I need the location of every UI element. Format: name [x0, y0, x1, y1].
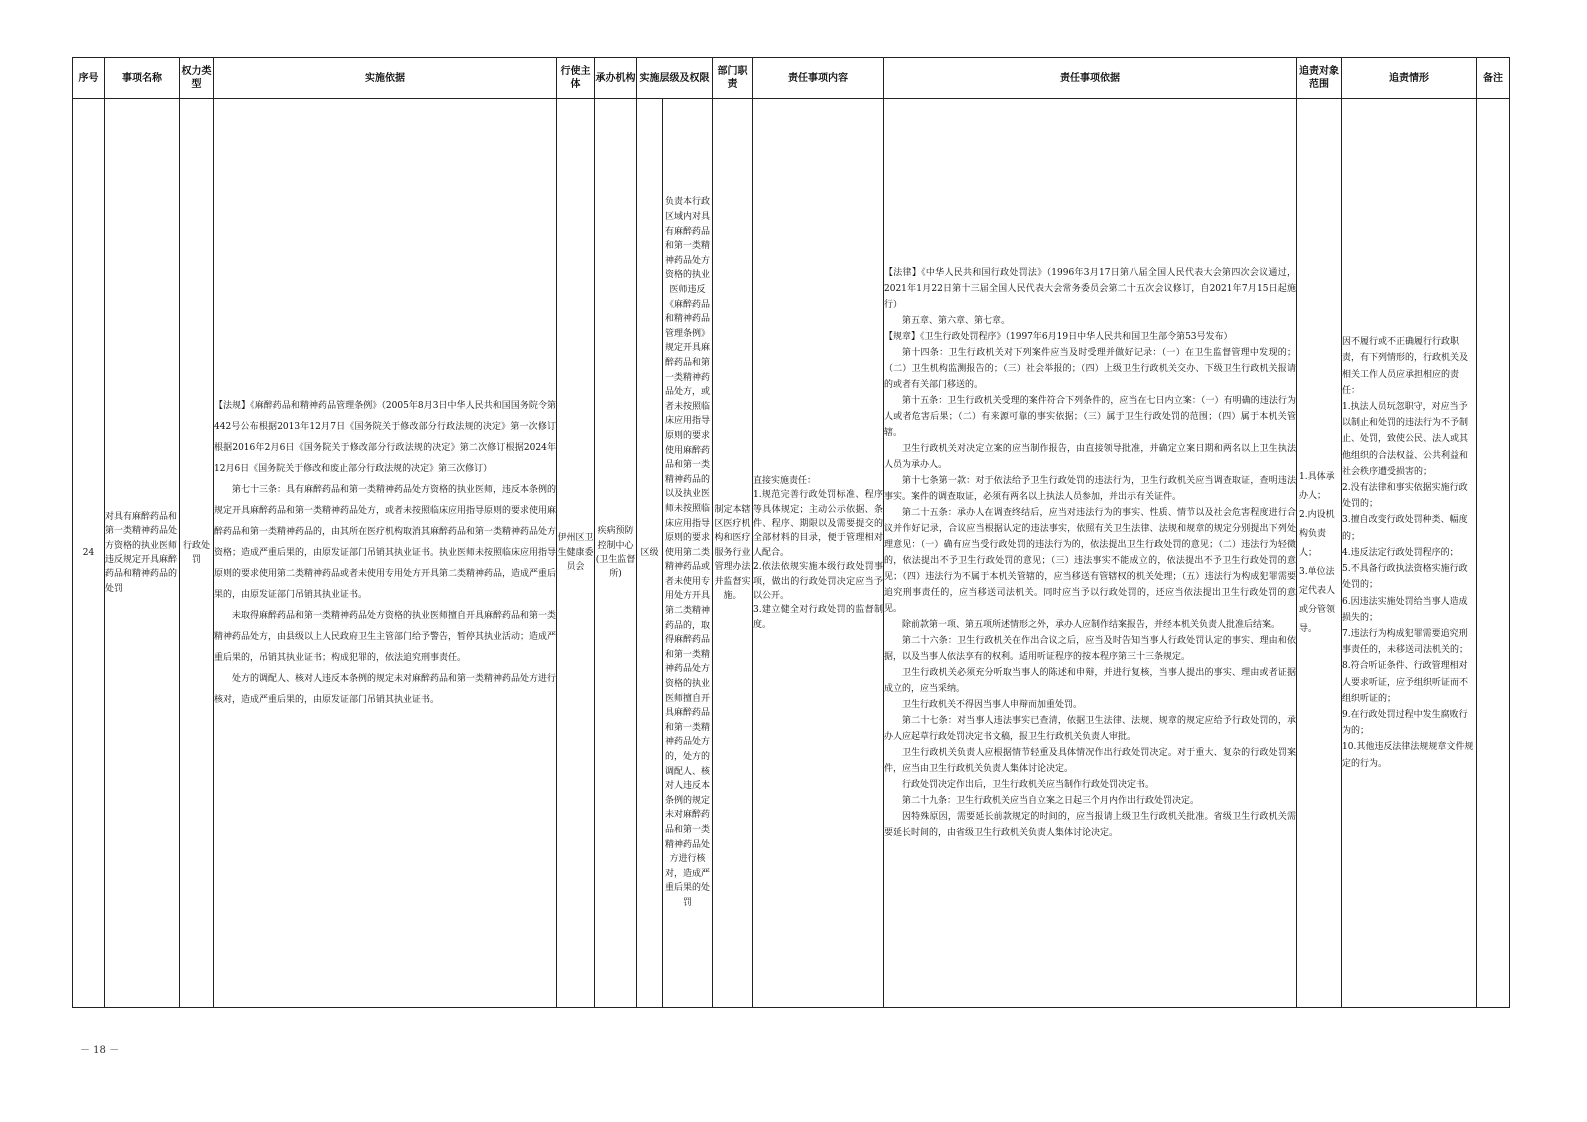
- resp-article-17: 第十七条第一款：对于依法给予卫生行政处罚的违法行为，卫生行政机关应当调查取证，查明违法事实。案件的调查取证，必须有两名以上执法人员参加，并出示有关证件。: [884, 476, 1296, 502]
- header-subject: 行使主体: [557, 58, 595, 99]
- header-resp-basis: 责任事项依据: [884, 58, 1297, 99]
- row-seq: 24: [73, 99, 105, 1008]
- resp-article-27-c: 行政处罚决定作出后，卫生行政机关应当制作行政处罚决定书。: [902, 780, 1155, 790]
- basis-article-73: 第七十三条：具有麻醉药品和第一类精神药品处方资格的执业医师，违反本条例的规定开具麻醉药品和第一类精神药品处方，或者未按照临床应用指导原则的要求使用麻醉药品和第一类精神药品的，由其所在医疗机构取消其麻醉药品和第一类精神药品处方资格；造成严重后果的，由原发证部门吊销其执业证书。执业医师未按照临床应用指导原则的要求使用第二类精神药品或者未使用专用处方开具第二类精神药品，造成严重后果的，由原发证部门吊销其执业证书。: [214, 484, 557, 600]
- row-situations: 因不履行或不正确履行行政职责，有下列情形的，行政机关及相关工作人员应承担相应的责任： 1.执法人员玩忽职守，对应当予以制止和处罚的违法行为不予制止、处罚，致使公民、法人或其他组织的合法权益、公共利益和社会秩序遭受损害的； 2.没有法律和事实依据实施行政处罚的； 3.擅自改变行政处罚种类、幅度的； 4.违反法定行政处罚程序的； 5.不具备行政执法资格实施行政处罚的； 6.因违法实施处罚给当事人造成损失的； 7.违法行为构成犯罪需要追究刑事责任的，未移送司法机关的； 8.符合听证条件、行政管理相对人要求听证，应予组织听证而不组织听证的； 9.在行政处罚过程中发生腐败行为的； 10.其他违反法律法规规章文件规定的行为。: [1342, 99, 1477, 1008]
- resp-chapters: 第五章、第六章、第七章。: [902, 316, 1011, 326]
- row-remark: [1477, 99, 1510, 1008]
- resp-article-25-b: 除前款第一项、第五项所述情形之外，承办人应制作结案报告，并经本机关负责人批准后结案。: [902, 620, 1281, 630]
- header-situations: 追责情形: [1342, 58, 1477, 99]
- resp-article-27-b: 卫生行政机关负责人应根据情节轻重及具体情况作出行政处罚决定。对于重大、复杂的行政处罚案件，应当由卫生行政机关负责人集体讨论决定。: [884, 748, 1296, 774]
- row-duty: 制定本辖区医疗机构和医疗服务行业管理办法并监督实施。: [713, 99, 753, 1008]
- header-scope: 追责对象范围: [1297, 58, 1342, 99]
- resp-article-29-b: 因特殊原因，需要延长前款规定的时间的，应当报请上级卫生行政机关批准。省级卫生行政机关需要延长时间的，由省级卫生行政机关负责人集体讨论决定。: [884, 812, 1296, 838]
- resp-article-26-b: 卫生行政机关必须充分听取当事人的陈述和申辩，并进行复核，当事人提出的事实、理由或者证据成立的，应当采纳。: [884, 668, 1296, 694]
- header-remark: 备注: [1477, 58, 1510, 99]
- resp-article-25: 第二十五条：承办人在调查终结后，应当对违法行为的事实、性质、情节以及社会危害程度进行合议并作好记录，合议应当根据认定的违法事实，依照有关卫生法律、法规和规章的规定分别提出下列处理意见：（一）确有应当受行政处罚的违法行为的，依法提出卫生行政处罚的意见；（二）违法行为轻微的，依法提出不予卫生行政处罚的意见；（三）违法事实不能成立的，依法提出不予卫生行政处罚的意见；（四）违法行为不属于本机关管辖的，应当移送有管辖权的机关处理；（五）违法行为构成犯罪需要追究刑事责任的，应当移送司法机关。同时应当予以行政处罚的，还应当依法提出卫生行政处罚的意见。: [884, 508, 1296, 614]
- header-basis: 实施依据: [214, 58, 557, 99]
- resp-law: 【法律】《中华人民共和国行政处罚法》（1996年3月17日第八届全国人民代表大会第四次会议通过，2021年1月22日第十三届全国人民代表大会常务委员会第二十五次会议修订，自2021年7月15日起施行）: [884, 268, 1296, 310]
- resp-rule: 【规章】《卫生行政处罚程序》（1997年6月19日中华人民共和国卫生部令第53号发布）: [884, 332, 1233, 342]
- row-basis: [214, 99, 557, 1008]
- basis-regulation: 【法规】《麻醉药品和精神药品管理条例》（2005年8月3日中华人民共和国国务院令第442号公布根据2013年12月7日《国务院关于修改部分行政法规的决定》第一次修订根据2016年2月6日《国务院关于修改部分行政法规的决定》第二次修订根据2024年12月6日《国务院关于修改和废止部分行政法规的决定》第三次修订）: [214, 400, 556, 474]
- responsibility-table: [72, 57, 1510, 1008]
- header-power-type: 权力类型: [180, 58, 214, 99]
- header-row: [73, 58, 1510, 99]
- row-level-short: 区级: [637, 99, 663, 1008]
- header-duty: 部门职责: [713, 58, 753, 99]
- resp-article-15: 第十五条：卫生行政机关受理的案件符合下列条件的，应当在七日内立案：（一）有明确的违法行为人或者危害后果；（二）有来源可靠的事实依据；（三）属于卫生行政处罚的范围；（四）属于本机关管辖。: [884, 396, 1296, 438]
- row-power-type: 行政处罚: [180, 99, 214, 1008]
- table-row: [73, 99, 1510, 1008]
- basis-unqualified: 未取得麻醉药品和第一类精神药品处方资格的执业医师擅自开具麻醉药品和第一类精神药品处方，由县级以上人民政府卫生主管部门给予警告，暂停其执业活动；造成严重后果的，吊销其执业证书；构成犯罪的，依法追究刑事责任。: [214, 610, 557, 663]
- basis-dispenser: 处方的调配人、核对人违反本条例的规定未对麻醉药品和第一类精神药品处方进行核对，造成严重后果的，由原发证部门吊销其执业证书。: [214, 673, 557, 705]
- header-seq: 序号: [73, 58, 105, 99]
- resp-article-26: 第二十六条：卫生行政机关在作出合议之后，应当及时告知当事人行政处罚认定的事实、理由和依据，以及当事人依法享有的权利。适用听证程序的按本程序第三十三条规定。: [884, 636, 1296, 662]
- header-resp-content: 责任事项内容: [753, 58, 884, 99]
- resp-article-26-c: 卫生行政机关不得因当事人申辩而加重处罚。: [902, 700, 1083, 710]
- resp-article-27: 第二十七条：对当事人违法事实已查清，依据卫生法律、法规、规章的规定应给予行政处罚的，承办人应起草行政处罚决定书文稿，报卫生行政机关负责人审批。: [884, 716, 1296, 742]
- header-handler: 承办机构: [595, 58, 637, 99]
- row-resp-basis: [884, 99, 1297, 1008]
- resp-article-14: 第十四条：卫生行政机关对下列案件应当及时受理并做好记录：（一）在卫生监督管理中发现的；（二）卫生机构监测报告的；（三）社会举报的；（四）上级卫生行政机关交办、下级卫生行政机关报请的或者有关部门移送的。: [884, 348, 1296, 390]
- resp-article-29: 第二十九条：卫生行政机关应当自立案之日起三个月内作出行政处罚决定。: [902, 796, 1200, 806]
- row-subject: 伊州区卫生健康委员会: [557, 99, 595, 1008]
- header-item-name: 事项名称: [105, 58, 180, 99]
- row-level-text: 负责本行政区域内对具有麻醉药品和第一类精神药品处方资格的执业医师违反《麻醉药品和精神药品管理条例》规定开具麻醉药品和第一类精神药品处方，或者未按照临床应用指导原则的要求使用麻醉药品和第一类精神药品的以及执业医师未按照临床应用指导原则的要求使用第二类精神药品或者未使用专用处方开具第二类精神药品的，取得麻醉药品和第一类精神药品处方资格的执业医师擅自开具麻醉药品和第一类精神药品处方的，处方的调配人、核对人违反本条例的规定未对麻醉药品和第一类精神药品处方进行核对，造成严重后果的处罚: [663, 99, 713, 1008]
- header-level: 实施层级及权限: [637, 58, 713, 99]
- page-number: － 18 －: [80, 1045, 120, 1056]
- row-handler: 疾病预防控制中心(卫生监督所): [595, 99, 637, 1008]
- row-item-name: 对具有麻醉药品和第一类精神药品处方资格的执业医师违反规定开具麻醉药品和精神药品的处罚: [105, 99, 180, 1008]
- row-scope: 1.具体承办人； 2.内设机构负责人； 3.单位法定代表人或分管领导。: [1297, 99, 1342, 1008]
- resp-article-15-b: 卫生行政机关对决定立案的应当制作报告，由直接领导批准，并确定立案日期和两名以上卫生执法人员为承办人。: [884, 444, 1296, 470]
- row-resp-content: 直接实施责任： 1.规范完善行政处罚标准、程序等具体规定；主动公示依据、条件、程序、期限以及需要提交的全部材料的目录，便于管理相对人配合。 2.依法依规实施本级行政处罚事项，做出的行政处罚决定应当予以公开。 3.建立健全对行政处罚的监督制度。: [753, 99, 884, 1008]
